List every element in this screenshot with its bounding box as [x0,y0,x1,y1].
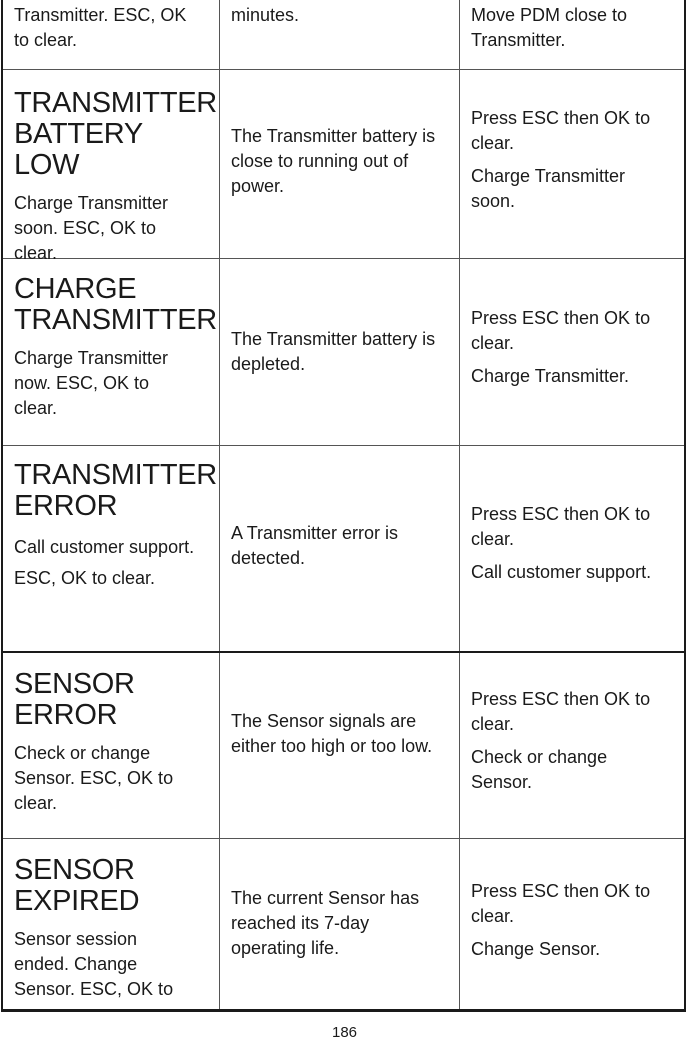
meaning-text: minutes. [231,5,300,25]
action-step-2: Call customer support. [471,562,652,582]
page-number: 186 [331,1024,358,1041]
display-text: Check or change Sensor. ESC, OK to clear. [14,743,174,813]
meaning-cell [220,70,460,258]
display-text: Call customer support. ESC, OK to clear. [14,537,195,588]
meaning-text: The Transmitter battery is close to running out of power. [231,126,436,196]
action-step-2: Charge Transmitter soon. [471,166,626,211]
action-step-1: Press ESC then OK to clear. [471,308,651,353]
display-cell [3,70,220,263]
action-step-1: Press ESC then OK to clear. [471,689,651,734]
meaning-cell [220,839,460,1009]
meaning-text: The Transmitter battery is depleted. [231,329,436,374]
action-cell [460,70,684,258]
display-cell [3,0,220,69]
display-text: Charge Transmitter soon. ESC, OK to clear. [14,193,169,263]
alarm-table [1,0,686,1012]
action-step-1: Press ESC then OK to clear. [471,881,651,926]
alert-title: SENSOR EXPIRED [14,854,140,917]
alert-title: TRANSMITTER BATTERY LOW [14,87,217,181]
meaning-text: A Transmitter error is detected. [231,523,399,568]
display-cell [3,446,220,651]
action-cell [460,839,684,1009]
meaning-text: The current Sensor has reached its 7-day operating life. [231,888,420,958]
alert-title: TRANSMITTER ERROR [14,459,217,522]
table-row [3,0,684,69]
table-row [3,651,684,838]
action-step-2: Check or change Sensor. [471,747,608,792]
alert-title: CHARGE TRANSMITTER [14,273,217,336]
action-cell [460,653,684,838]
display-text: Sensor session ended. Change Sensor. ESC, OK to [14,929,174,999]
meaning-cell [220,0,460,69]
table-row [3,258,684,445]
meaning-cell [220,653,460,838]
action-step-2: Charge Transmitter. [471,366,630,386]
display-cell [3,653,220,838]
display-cell [3,259,220,445]
meaning-cell [220,446,460,651]
display-text: Transmitter. ESC, OK to clear. [14,5,187,50]
action-step-1: Press ESC then OK to clear. [471,504,651,549]
table-row [3,445,684,651]
table-row [3,838,684,1009]
meaning-text: The Sensor signals are either too high or too low. [231,711,433,756]
display-cell [3,839,220,1009]
display-text: Charge Transmitter now. ESC, OK to clear. [14,348,169,418]
action-step-1: Press ESC then OK to clear. [471,108,651,153]
action-step-2: Change Sensor. [471,939,601,959]
alert-title: SENSOR ERROR [14,668,135,731]
action-cell [460,0,684,69]
action-cell [460,446,684,651]
table-row [3,69,684,263]
action-cell [460,259,684,445]
action-text: Move PDM close to Transmitter. [471,5,628,50]
meaning-cell [220,259,460,445]
